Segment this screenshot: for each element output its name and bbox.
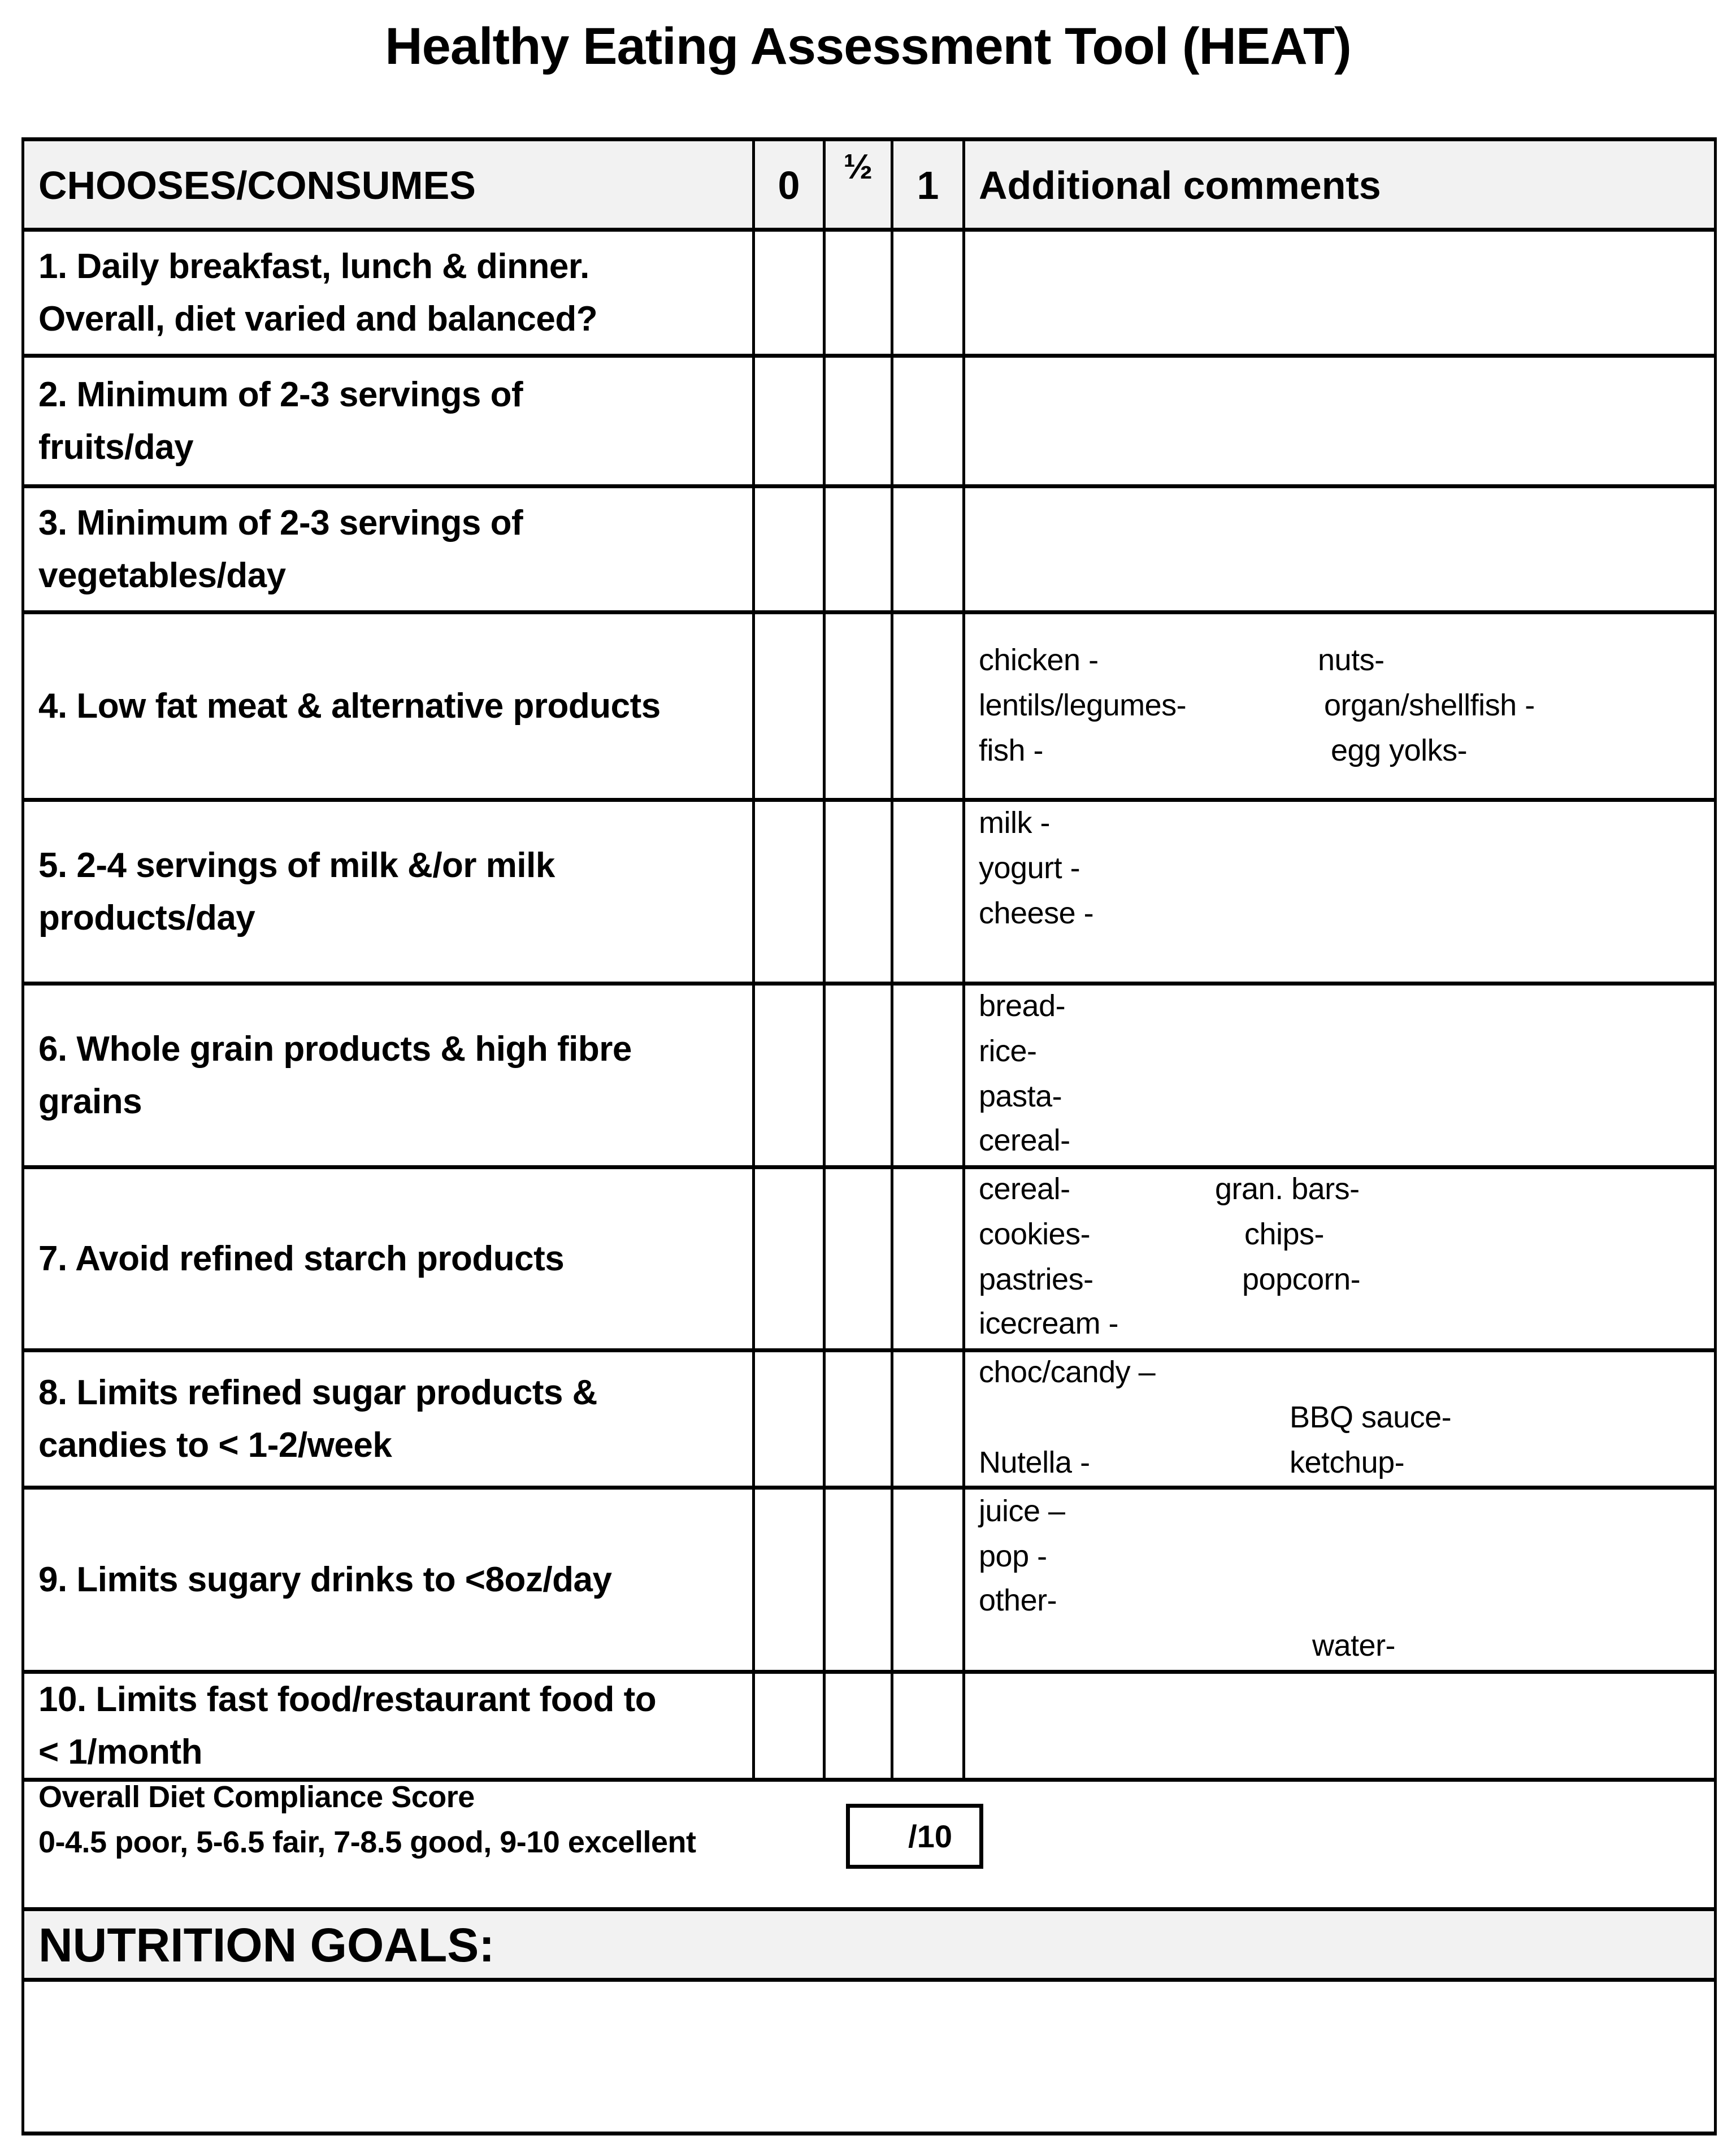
row-1-comments-cell[interactable]: [965, 232, 1714, 354]
comment-milk: milk -: [979, 806, 1050, 840]
comment-cheese: cheese -: [979, 896, 1094, 930]
comment-nuts: nuts-: [1318, 643, 1385, 677]
comment-pasta: pasta-: [979, 1079, 1062, 1113]
criterion-9: 9. Limits sugary drinks to <8oz/day: [38, 1560, 612, 1599]
column-header-item: CHOOSES/CONSUMES: [38, 163, 476, 207]
comment-rice: rice-: [979, 1034, 1037, 1068]
comment-popcorn: popcorn-: [1242, 1262, 1361, 1296]
criterion-3: 3. Minimum of 2-3 servings of vegetables/day: [38, 503, 523, 595]
row-3-comments-cell[interactable]: [965, 488, 1714, 610]
score-input-box[interactable]: [846, 1804, 983, 1869]
comment-icecream: icecream -: [979, 1306, 1119, 1340]
score-label: Overall Diet Compliance Score: [38, 1780, 475, 1814]
col-divider: [891, 137, 893, 1782]
rule: [21, 610, 1717, 614]
rule: [21, 1486, 1717, 1490]
col-divider: [752, 137, 755, 1782]
rule: [21, 1978, 1717, 1982]
comment-lentils: lentils/legumes-: [979, 688, 1187, 722]
comment-pastries: pastries-: [979, 1262, 1093, 1296]
col-divider: [823, 137, 826, 1782]
comment-organ: organ/shellfish -: [1324, 688, 1535, 722]
comment-bbq-sauce: BBQ sauce-: [1290, 1400, 1452, 1434]
criterion-6: 6. Whole grain products & high fibre grains: [38, 1030, 632, 1121]
comment-chicken: chicken -: [979, 643, 1099, 677]
column-header-comments: Additional comments: [979, 163, 1381, 207]
comment-chips: chips-: [1244, 1217, 1325, 1251]
rule: [21, 1907, 1717, 1911]
comment-juice: juice –: [979, 1494, 1065, 1528]
criterion-4: 4. Low fat meat & alternative products: [38, 687, 661, 726]
column-header-score-0: 0: [778, 163, 800, 207]
rule: [21, 798, 1717, 802]
column-header-score-half: ½: [843, 147, 873, 186]
comment-pop: pop -: [979, 1539, 1047, 1573]
rule: [21, 2132, 1717, 2135]
row-1-score-1-cell[interactable]: [893, 232, 962, 354]
comment-cereal-refined: cereal-: [979, 1172, 1070, 1206]
comment-yogurt: yogurt -: [979, 851, 1080, 885]
rule: [21, 137, 1717, 141]
border-right: [1714, 137, 1717, 2135]
criterion-2: 2. Minimum of 2-3 servings of fruits/day: [38, 375, 523, 467]
criterion-10: 10. Limits fast food/restaurant food to < 1/month: [38, 1680, 657, 1772]
row-1-score-half-cell[interactable]: [826, 232, 891, 354]
row-10-comments-cell[interactable]: [965, 1674, 1714, 1778]
comment-choc-candy: choc/candy –: [979, 1355, 1156, 1389]
page-title: Healthy Eating Assessment Tool (HEAT): [385, 18, 1351, 75]
rule: [21, 354, 1717, 358]
nutrition-goals-heading: NUTRITION GOALS:: [38, 1918, 495, 1972]
comment-fish: fish -: [979, 733, 1044, 767]
border-left: [21, 137, 24, 2135]
comment-egg-yolks: egg yolks-: [1331, 733, 1468, 767]
rule: [21, 1165, 1717, 1169]
comment-granola-bars: gran. bars-: [1215, 1172, 1360, 1206]
score-scale: 0-4.5 poor, 5-6.5 fair, 7-8.5 good, 9-10 excellent: [38, 1825, 696, 1859]
comment-bread: bread-: [979, 989, 1066, 1023]
rule: [21, 982, 1717, 986]
comment-water: water-: [1312, 1629, 1396, 1663]
nutrition-goals-input-area[interactable]: [25, 1982, 1714, 2132]
column-header-score-1: 1: [917, 163, 939, 207]
comment-cookies: cookies-: [979, 1217, 1091, 1251]
comment-cereal: cereal-: [979, 1123, 1070, 1157]
row-1-score-0-cell[interactable]: [755, 232, 823, 354]
rule: [21, 484, 1717, 488]
comment-ketchup: ketchup-: [1290, 1446, 1405, 1479]
comment-nutella: Nutella -: [979, 1446, 1090, 1479]
criterion-7: 7. Avoid refined starch products: [38, 1239, 565, 1278]
criterion-5: 5. 2-4 servings of milk &/or milk products/day: [38, 846, 555, 937]
criterion-8: 8. Limits refined sugar products & candies to < 1-2/week: [38, 1373, 597, 1465]
rule: [21, 1348, 1717, 1352]
comment-other: other-: [979, 1583, 1057, 1617]
score-out-of: /10: [908, 1818, 952, 1854]
row-2-comments-cell[interactable]: [965, 358, 1714, 484]
criterion-1: 1. Daily breakfast, lunch & dinner. Overall, diet varied and balanced?: [38, 247, 598, 338]
